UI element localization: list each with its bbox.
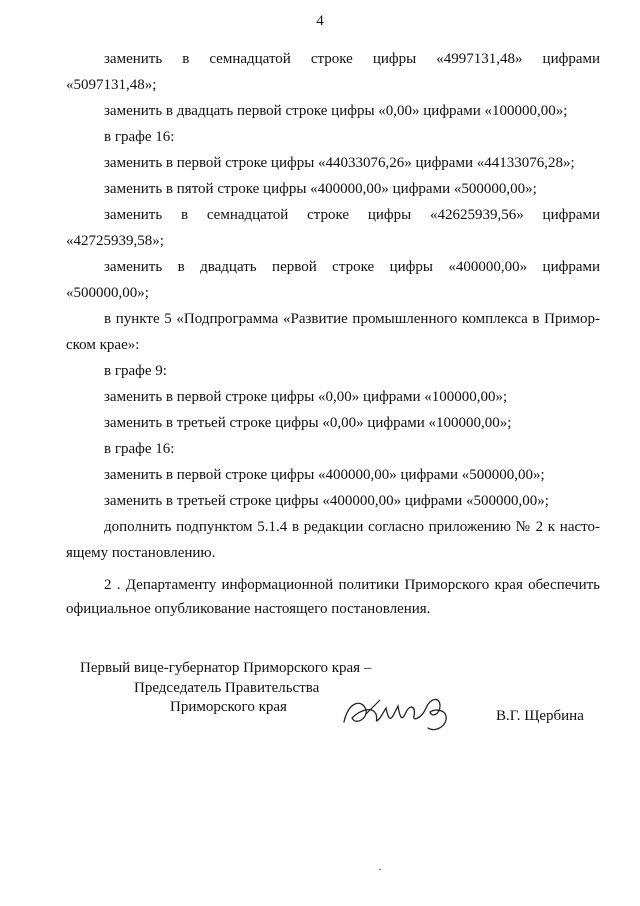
text-line: в пункте 5 «Подпрограмма «Развитие промышленного комплекса в Примор-	[104, 311, 600, 327]
text-line: заменить в двадцать первой строке цифры «0,00» цифрами «100000,00»;	[104, 103, 568, 119]
text-line: официальное опубликование настоящего постановления.	[66, 601, 431, 617]
text-line: дополнить подпунктом 5.1.4 в редакции согласно приложению № 2 к насто-	[104, 519, 600, 535]
text-line: заменить в семнадцатой строке цифры «42625939,56» цифрами	[104, 207, 600, 223]
text-line: в графе 9:	[104, 363, 167, 379]
text-line: заменить в первой строке цифры «44033076,26» цифрами «44133076,28»;	[104, 155, 575, 171]
page-number: 4	[316, 13, 324, 29]
text-line: заменить в первой строке цифры «400000,00» цифрами «500000,00»;	[104, 467, 545, 483]
text-line: заменить в третьей строке цифры «0,00» цифрами «100000,00»;	[104, 415, 512, 431]
text-line: «5097131,48»;	[66, 77, 157, 93]
text-line: заменить в двадцать первой строке цифры «400000,00» цифрами	[104, 259, 600, 275]
signatory-title-line2: Председатель Правительства	[134, 680, 320, 696]
stray-mark: ·	[378, 862, 382, 876]
text-line: «42725939,58»;	[66, 233, 164, 249]
text-line: заменить в третьей строке цифры «400000,00» цифрами «500000,00»;	[104, 493, 549, 509]
text-line: заменить в пятой строке цифры «400000,00» цифрами «500000,00»;	[104, 181, 537, 197]
signatory-title-line3: Приморского края	[170, 699, 287, 715]
handwritten-signature	[336, 688, 476, 736]
signatory-name: В.Г. Щербина	[496, 708, 584, 724]
text-line: ящему постановлению.	[66, 545, 216, 561]
text-line: «500000,00»;	[66, 285, 149, 301]
text-line: ском крае»:	[66, 337, 140, 353]
text-line: 2 . Департаменту информационной политики Приморского края обеспечить	[104, 577, 600, 593]
text-line: в графе 16:	[104, 129, 175, 145]
text-line: заменить в первой строке цифры «0,00» цифрами «100000,00»;	[104, 389, 508, 405]
text-line: заменить в семнадцатой строке цифры «4997131,48» цифрами	[104, 51, 600, 67]
text-line: в графе 16:	[104, 441, 175, 457]
signatory-title-line1: Первый вице-губернатор Приморского края –	[80, 660, 372, 676]
